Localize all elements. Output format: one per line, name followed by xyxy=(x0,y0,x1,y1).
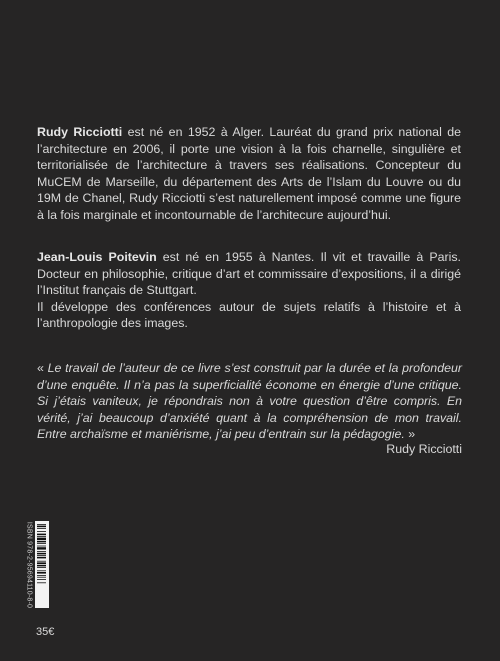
barcode-bar xyxy=(37,561,46,562)
barcode-bar xyxy=(37,562,46,564)
barcode-bar xyxy=(37,570,46,571)
bio-ricciotti xyxy=(37,124,461,224)
bio-poitevin xyxy=(37,249,461,332)
barcode-bar xyxy=(37,526,46,528)
barcode-bar xyxy=(37,582,46,583)
barcode-bar xyxy=(37,567,46,568)
barcode-bar xyxy=(37,555,46,556)
barcode-bar xyxy=(37,543,46,544)
barcode-bar xyxy=(37,572,46,574)
barcode-bar xyxy=(37,551,46,552)
barcode-bar xyxy=(37,528,46,529)
barcode-bar xyxy=(37,579,46,580)
isbn-label xyxy=(24,521,34,608)
bio-poitevin-text-2: Il développe des conférences autour de sujets relatifs à l’histoire et à l’anthropologie des images. xyxy=(37,299,461,331)
author-name-poitevin: Jean-Louis Poitevin xyxy=(37,250,157,264)
bio-ricciotti-text: est né en 1952 à Alger. Lauréat du grand prix national de l’architecture en 2006, il porte une vision à la fois charnelle, singulière et territorialisée de l’architecture à travers ses réalisations. Concepteur du MuCEM de Marseille, du département des Arts de l’Islam du Louvre ou du 19M de Chanel, Rudy Ricciotti s’est naturellement imposé comme une figure à la fois marginale et incontournable de l’architecure aujourd’hui. xyxy=(37,125,461,222)
barcode-bar xyxy=(37,531,46,532)
barcode-bar xyxy=(37,541,46,543)
barcode-bar xyxy=(37,553,46,555)
barcode-bar xyxy=(37,557,46,559)
barcode xyxy=(35,521,49,608)
barcode-bar xyxy=(37,565,46,567)
author-name-ricciotti: Rudy Ricciotti xyxy=(37,125,123,139)
quote-close-mark: » xyxy=(404,427,416,442)
quote-author: Rudy Ricciotti xyxy=(386,442,462,456)
barcode-bar xyxy=(37,575,46,576)
barcode-bar xyxy=(37,524,46,525)
barcode-bar xyxy=(37,536,46,537)
isbn-text: ISBN 978-2-95694110-8-0 xyxy=(25,521,33,608)
price: 35€ xyxy=(36,626,55,638)
barcode-bar xyxy=(37,538,46,540)
quote-open-mark: « xyxy=(37,361,48,375)
quote-text: Le travail de l’auteur de ce livre s’est construit par la durée et la profondeur d’une enquête. Il n’a pas la superficialité économe en énergie d’une critique. Si j’étais vaniteux, je répondrais non à votre question d’être compris. En vérité, j’ai beaucoup d’anxiété quant à la compréhension de mon travail. Entre archaïsme et maniérisme, j’ai peu d’entrain sur la pédagogie. xyxy=(37,361,462,442)
barcode-bar xyxy=(37,546,46,547)
barcode-bar xyxy=(37,534,46,536)
barcode-bars xyxy=(35,521,49,608)
pull-quote xyxy=(37,360,462,443)
barcode-bar xyxy=(37,547,46,549)
barcode-bar xyxy=(37,577,46,578)
bio-poitevin-text: est né en 1955 à Nantes. Il vit et travaille à Paris. Docteur en philosophie, critique d’art et commissaire d’expositions, il a dirigé l’Institut français de Stuttgart. xyxy=(37,250,461,298)
